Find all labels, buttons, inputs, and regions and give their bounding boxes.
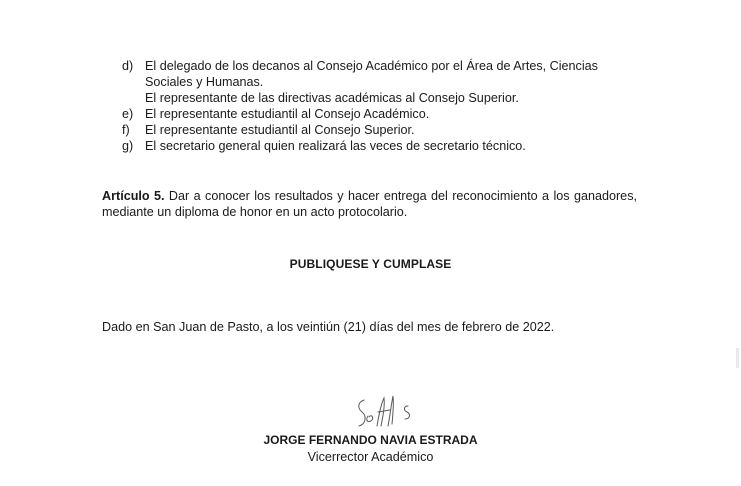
handwritten-signature [350,390,420,438]
list-item [122,90,642,106]
list-marker: e) [122,107,134,121]
signer-role: Vicerrector Académico [307,450,434,464]
article-text: Dar a conocer los resultados y hacer entrega del reconocimiento a los ganadores, mediante un diploma de honor en un acto protocolario. [102,189,637,219]
list-item [122,58,642,90]
publish-heading: PUBLIQUESE Y CUMPLASE [289,257,452,271]
article-5-paragraph [102,188,637,220]
signer-name: JORGE FERNANDO NAVIA ESTRADA [263,433,478,447]
list-item [122,122,642,138]
list-item-text: El representante estudiantil al Consejo Académico. [145,107,430,121]
list-marker: f) [122,123,130,137]
list-item-text: El representante estudiantil al Consejo Superior. [145,123,415,137]
article-label: Artículo 5. [102,189,165,203]
date-statement: Dado en San Juan de Pasto, a los veintiún (21) días del mes de febrero de 2022. [102,320,555,334]
list-item-text: El representante de las directivas académicas al Consejo Superior. [145,91,519,105]
list-item-text: El delegado de los decanos al Consejo Académico por el Área de Artes, Ciencias Sociales y Humanas. [145,59,598,89]
list-item [122,106,642,122]
member-list [122,58,642,154]
list-marker: g) [122,139,134,153]
list-item [122,138,642,154]
page-edge-mark [736,348,739,368]
list-marker: d) [122,59,134,73]
list-item-text: El secretario general quien realizará las veces de secretario técnico. [145,139,526,153]
